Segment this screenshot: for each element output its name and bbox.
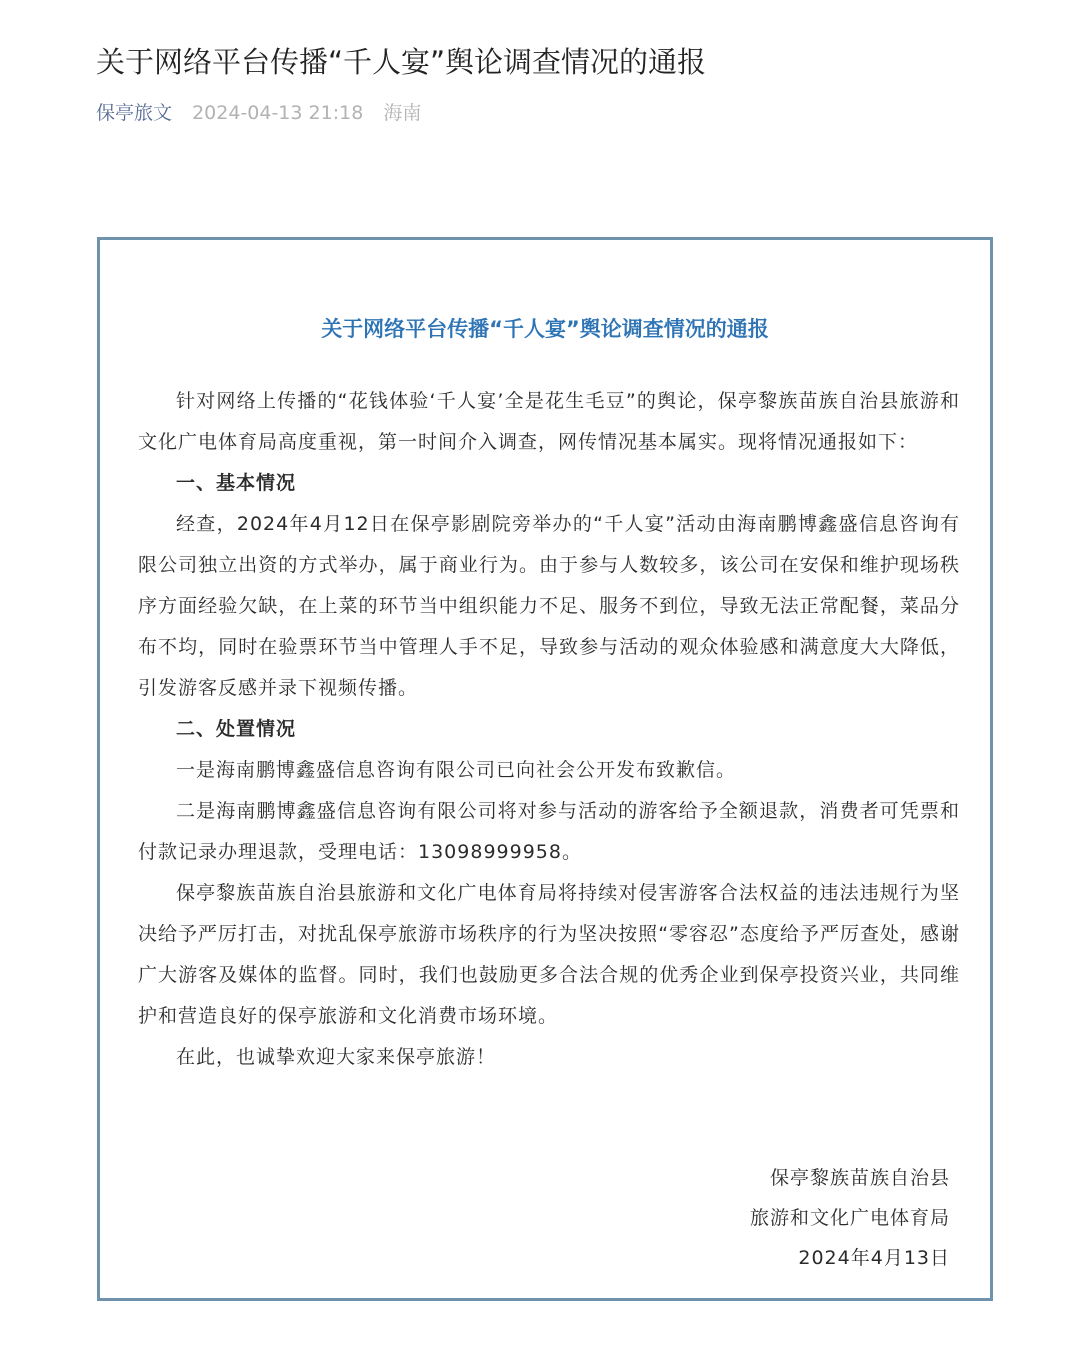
signature-org-line2: 旅游和文化广电体育局	[749, 1207, 950, 1229]
section-heading-handling: 二、处置情况	[176, 718, 297, 740]
signature-org-line1: 保亭黎族苗族自治县	[769, 1167, 950, 1189]
notice-title: 关于网络平台传播“千人宴”舆论调查情况的通报	[321, 317, 769, 341]
article-title: 关于网络平台传播“千人宴”舆论调查情况的通报	[96, 45, 707, 79]
notice-image[interactable]	[97, 237, 993, 1301]
section-heading-basic: 一、基本情况	[176, 472, 297, 494]
author-link[interactable]: 保亭旅文	[96, 102, 173, 124]
signature-date: 2024年4月13日	[798, 1247, 950, 1269]
notice-closing: 保亭黎族苗族自治县旅游和文化广电体育局将持续对侵害游客合法权益的违法违规行为坚决给予严厉打击，对扰乱保亭旅游市场秩序的行为坚决按照“零容忍”态度给予严厉查处，感谢广大游客及媒体的监督。同时，我们也鼓励更多合法合规的优秀企业到保亭投资兴业，共同维护和营造良好的保亭旅游和文化消费市场环境。	[138, 882, 960, 1027]
article-meta	[96, 98, 421, 128]
notice-signature	[750, 1158, 950, 1278]
handling-item-apology: 一是海南鹏博鑫盛信息咨询有限公司已向社会公开发布致歉信。	[176, 759, 737, 781]
publish-location: 海南	[383, 102, 422, 124]
section-body-basic: 经查，2024年4月12日在保亭影剧院旁举办的“千人宴”活动由海南鹏博鑫盛信息咨询有限公司独立出资的方式举办，属于商业行为。由于参与人数较多，该公司在安保和维护现场秩序方面经验欠缺，在上菜的环节当中组织能力不足、服务不到位，导致无法正常配餐，菜品分布不均，同时在验票环节当中管理人手不足，导致参与活动的观众体验感和满意度大大降低，引发游客反感并录下视频传播。	[138, 513, 960, 699]
notice-intro: 针对网络上传播的“花钱体验‘千人宴’全是花生毛豆”的舆论，保亭黎族苗族自治县旅游和文化广电体育局高度重视，第一时间介入调查，网传情况基本属实。现将情况通报如下：	[138, 390, 960, 453]
publish-time: 2024-04-13 21:18	[192, 102, 364, 124]
notice-body	[138, 381, 960, 1078]
handling-item-refund: 二是海南鹏博鑫盛信息咨询有限公司将对参与活动的游客给予全额退款，消费者可凭票和付款记录办理退款，受理电话：13098999958。	[138, 800, 960, 863]
notice-welcome: 在此，也诚挚欢迎大家来保亭旅游！	[176, 1046, 497, 1068]
